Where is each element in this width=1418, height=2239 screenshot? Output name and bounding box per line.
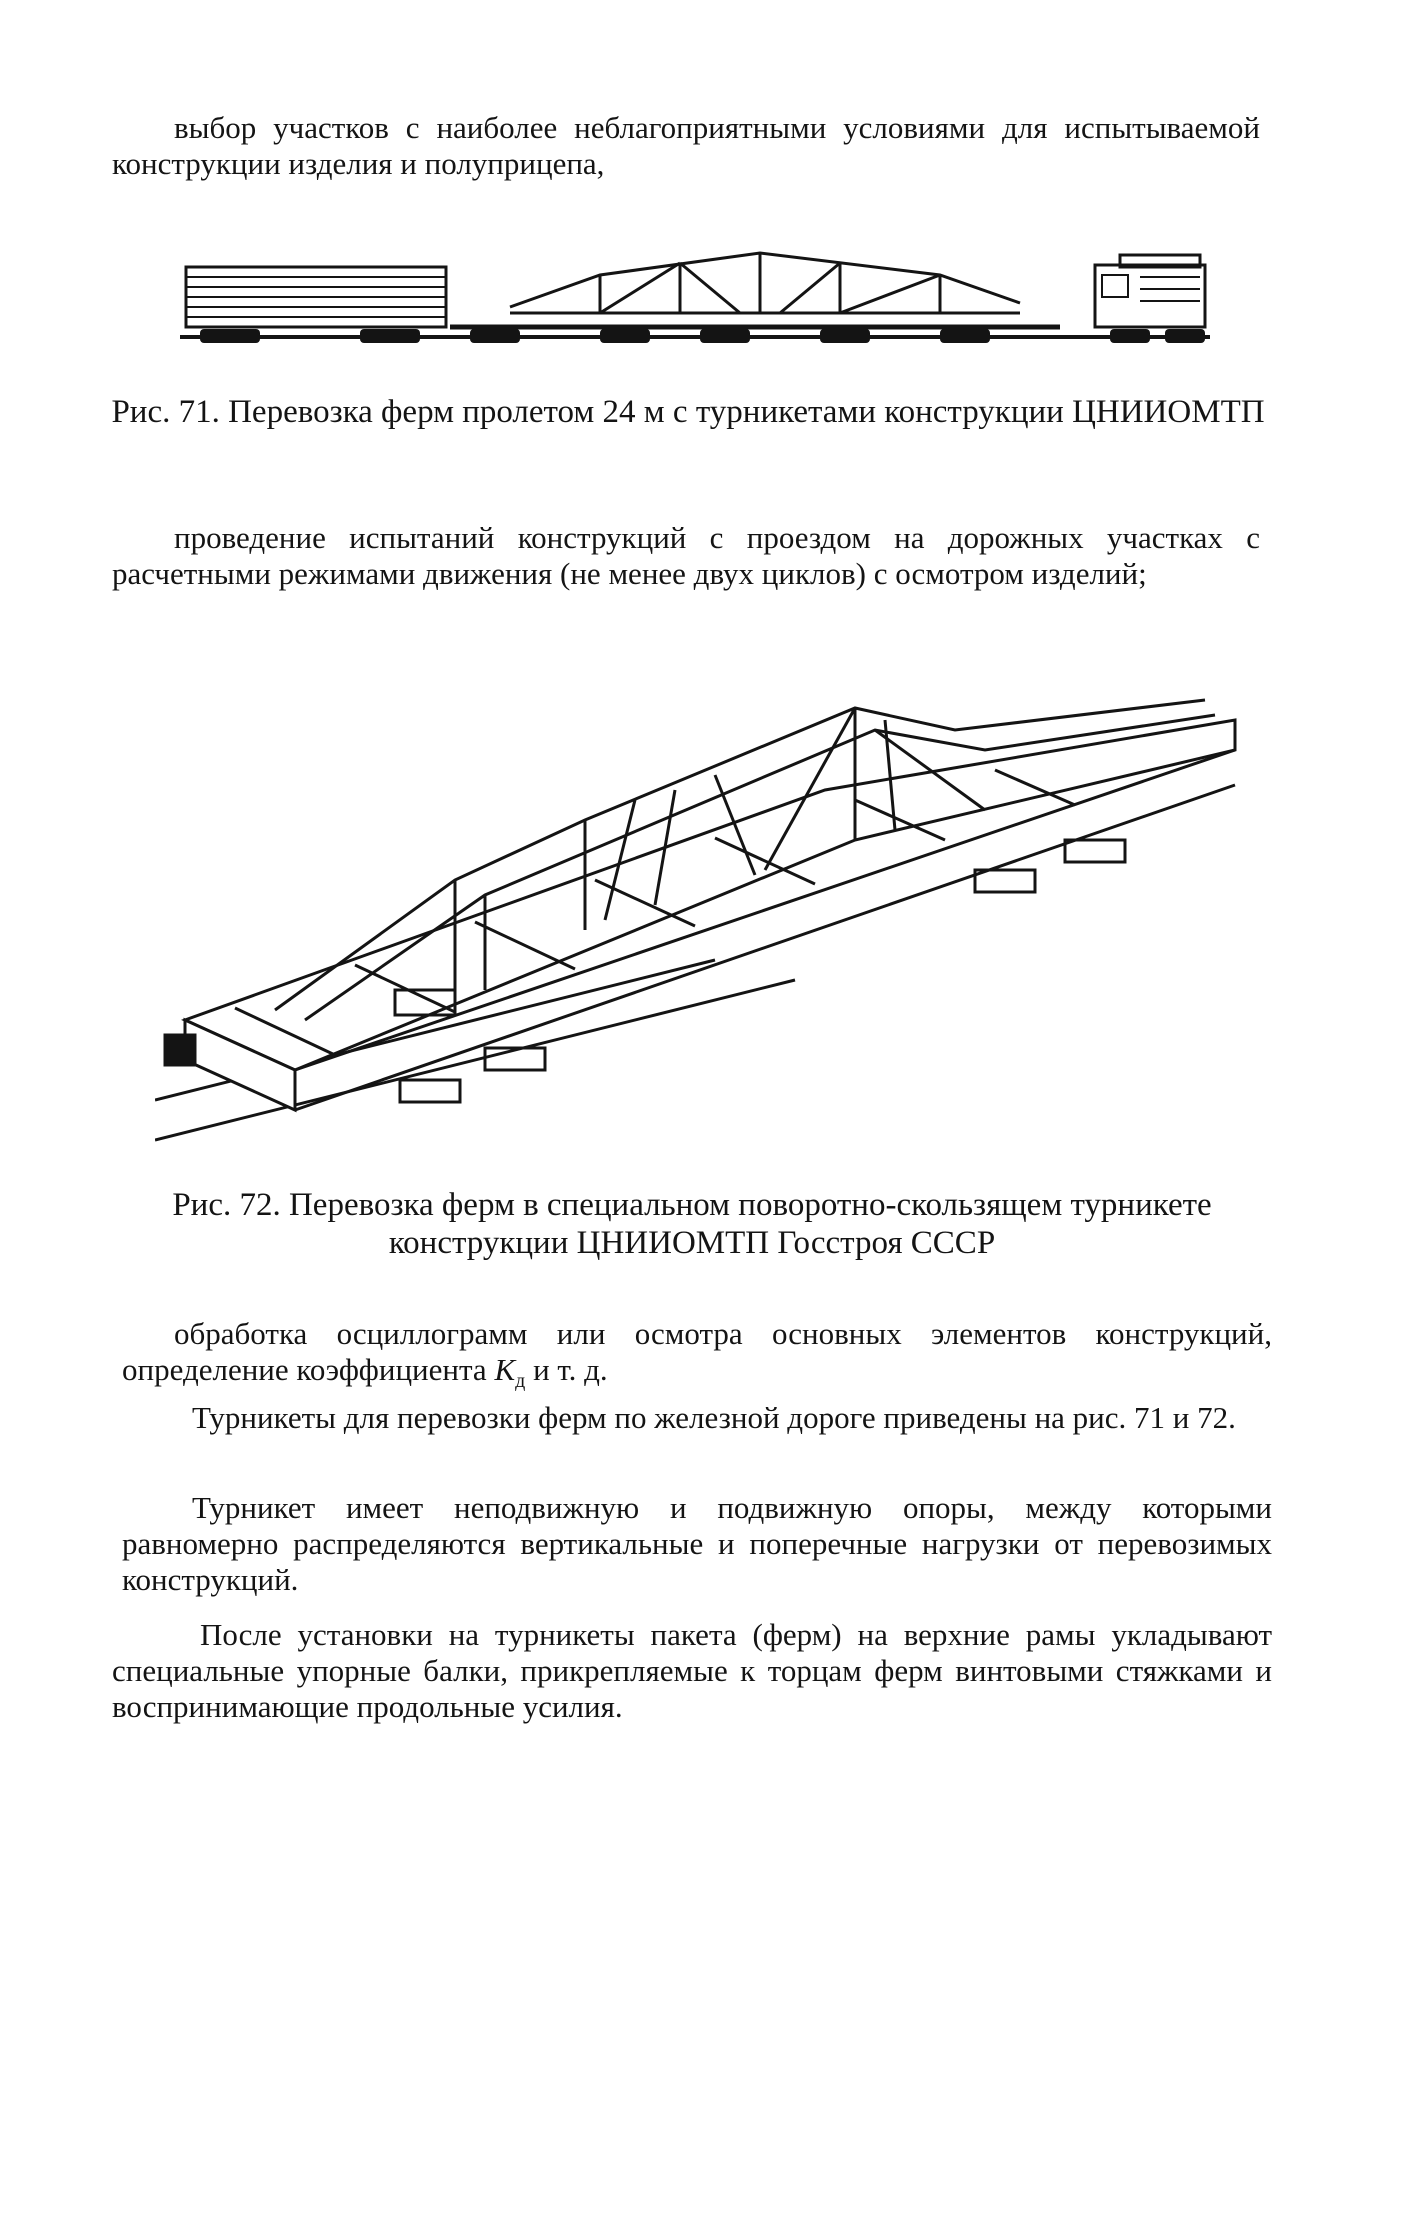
figure-71-caption: Рис. 71. Перевозка ферм пролетом 24 м с турникетами конструкции ЦНИИОМТП	[111, 394, 1265, 430]
paragraph-4: Турникеты для перевозки ферм по железной дороге приведены на рис. 71 и 72.	[192, 1400, 1236, 1435]
paragraph-3	[122, 1316, 1272, 1399]
coefficient-subscript: д	[515, 1370, 526, 1393]
figure-71-train-drawing	[180, 245, 1210, 360]
paragraph-1: выбор участков с наиболее неблагоприятными условиями для испытываемой конструкции изделия и полуприцепа,	[112, 110, 1260, 181]
paragraph-2: проведение испытаний конструкций с проездом на дорожных участках с расчетными режимами движения (не менее двух циклов) с осмотром изделий;	[112, 520, 1260, 591]
figure-72-turnstile-drawing	[155, 690, 1245, 1150]
paragraph-3-tail: и т. д.	[525, 1352, 608, 1387]
coefficient-symbol: K	[494, 1352, 516, 1387]
paragraph-6: После установки на турникеты пакета (ферм) на верхние рамы укладывают специальные упорные балки, прикрепляемые к торцам ферм винтовыми стяжками и воспринимающие продольные усилия.	[112, 1617, 1272, 1724]
paragraph-3-text: обработка осциллограмм или осмотра основных элементов конструкций, определение коэффициента	[122, 1316, 1272, 1387]
figure-72-caption: Рис. 72. Перевозка ферм в специальном поворотно-скользящем турникете конструкции ЦНИИОМТП Госстроя СССР	[172, 1187, 1212, 1261]
paragraph-5: Турникет имеет неподвижную и подвижную опоры, между которыми равномерно распределяются вертикальные и поперечные нагрузки от перевозимых конструкций.	[122, 1490, 1272, 1597]
